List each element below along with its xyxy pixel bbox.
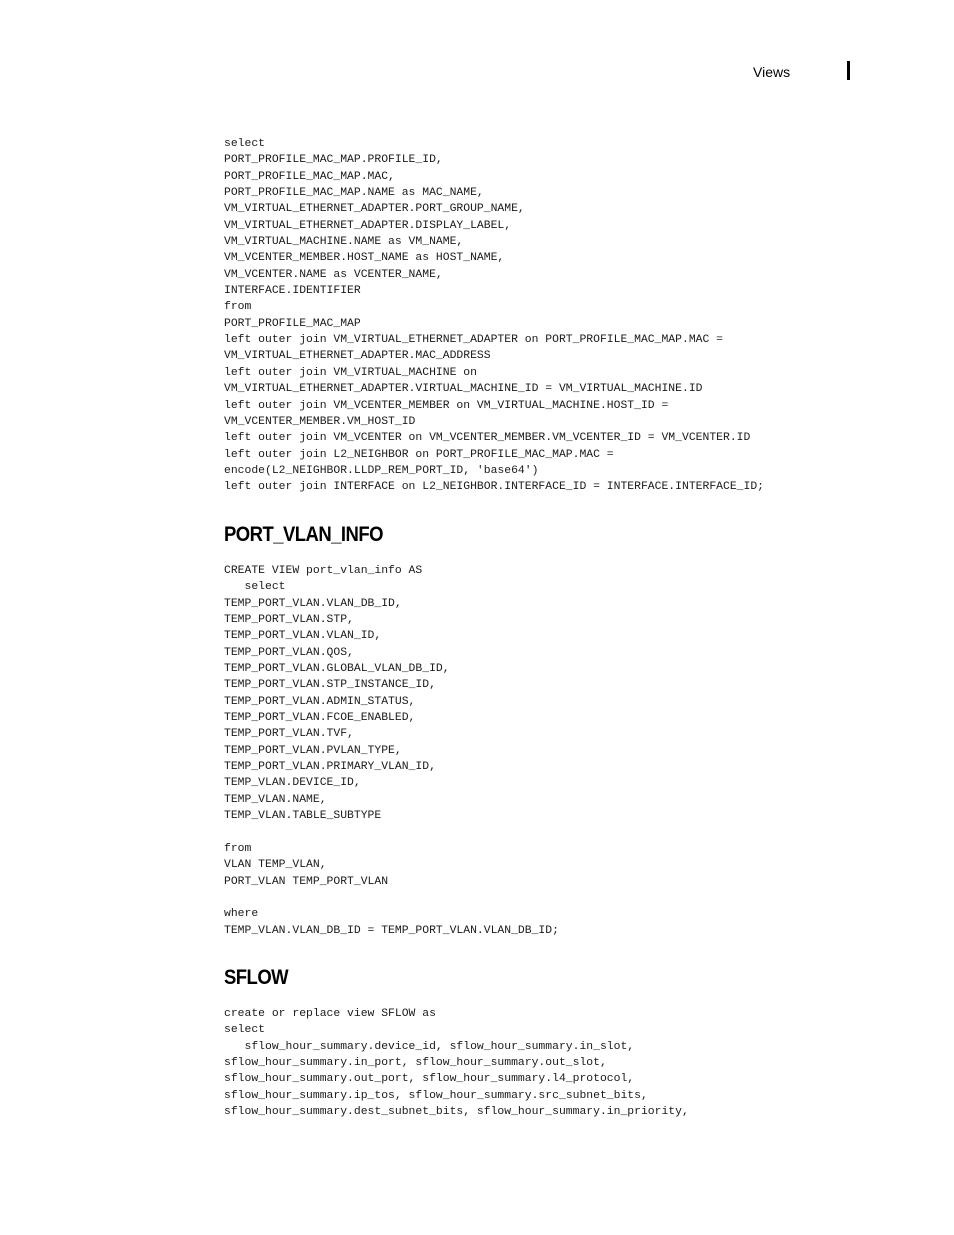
section-heading-sflow: SFLOW (224, 966, 289, 989)
sql-code-block-port-vlan-info: CREATE VIEW port_vlan_info AS select TEMP_PORT_VLAN.VLAN_DB_ID, TEMP_PORT_VLAN.STP, TEMP_PORT_VLAN.VLAN_ID, TEMP_PORT_VLAN.QOS, TEMP_PORT_VLAN.GLOBAL_VLAN_DB_ID, TEMP_PORT_VLAN.STP_INSTANCE_ID, TEMP_PORT_VLAN.ADMIN_STATUS, TEMP_PORT_VLAN.FCOE_ENABLED, TEMP_PORT_VLAN.TVF, TEMP_PORT_VLAN.PVLAN_TYPE, TEMP_PORT_VLAN.PRIMARY_VLAN_ID, TEMP_VLAN.DEVICE_ID, TEMP_VLAN.NAME, TEMP_VLAN.TABLE_SUBTYPE from VLAN TEMP_VLAN, PORT_VLAN TEMP_PORT_VLAN where TEMP_VLAN.VLAN_DB_ID = TEMP_PORT_VLAN.VLAN_DB_ID; (224, 565, 559, 937)
running-header-section-label: Views (753, 64, 791, 80)
sql-code-block-sflow: create or replace view SFLOW as select sflow_hour_summary.device_id, sflow_hour_summary.in_slot, sflow_hour_summary.in_port, sflow_hour_summary.out_slot, sflow_hour_summary.out_port, sflow_hour_summary.l4_protocol, sflow_hour_summary.ip_tos, sflow_hour_summary.src_subnet_bits, sflow_hour_summary.dest_subnet_bits, sflow_hour_summary.in_priority, (224, 1008, 689, 1119)
running-header-bar (847, 61, 850, 80)
section-heading-port-vlan-info: PORT_VLAN_INFO (224, 523, 383, 546)
sql-code-block-port-profile-mac-map: select PORT_PROFILE_MAC_MAP.PROFILE_ID, PORT_PROFILE_MAC_MAP.MAC, PORT_PROFILE_MAC_MAP.NAME as MAC_NAME, VM_VIRTUAL_ETHERNET_ADAPTER.PORT_GROUP_NAME, VM_VIRTUAL_ETHERNET_ADAPTER.DISPLAY_LABEL, VM_VIRTUAL_MACHINE.NAME as VM_NAME, VM_VCENTER_MEMBER.HOST_NAME as HOST_NAME, VM_VCENTER.NAME as VCENTER_NAME, INTERFACE.IDENTIFIER from PORT_PROFILE_MAC_MAP left outer join VM_VIRTUAL_ETHERNET_ADAPTER on PORT_PROFILE_MAC_MAP.MAC = VM_VIRTUAL_ETHERNET_ADAPTER.MAC_ADDRESS left outer join VM_VIRTUAL_MACHINE on VM_VIRTUAL_ETHERNET_ADAPTER.VIRTUAL_MACHINE_ID = VM_VIRTUAL_MACHINE.ID left outer join VM_VCENTER_MEMBER on VM_VIRTUAL_MACHINE.HOST_ID = VM_VCENTER_MEMBER.VM_HOST_ID left outer join VM_VCENTER on VM_VCENTER_MEMBER.VM_VCENTER_ID = VM_VCENTER.ID left outer join L2_NEIGHBOR on PORT_PROFILE_MAC_MAP.MAC = encode(L2_NEIGHBOR.LLDP_REM_PORT_ID, 'base64') left outer join INTERFACE on L2_NEIGHBOR.INTERFACE_ID = INTERFACE.INTERFACE_ID; (224, 138, 765, 494)
